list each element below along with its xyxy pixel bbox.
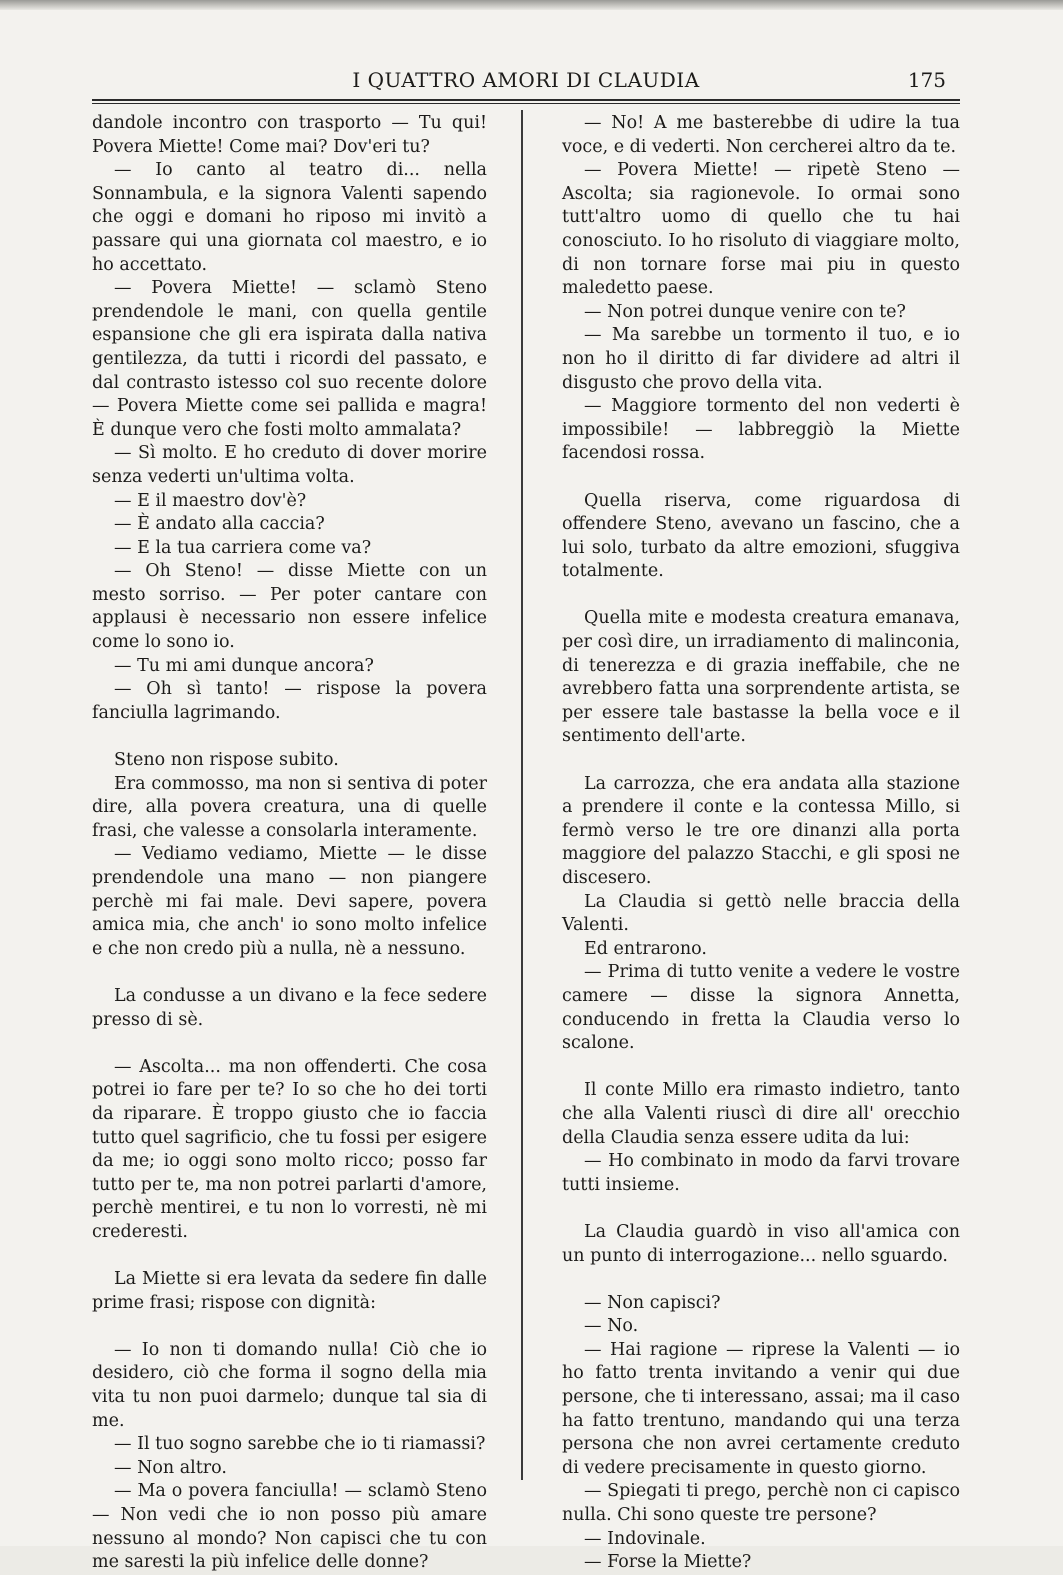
column-divider bbox=[521, 110, 523, 1480]
running-header bbox=[92, 66, 960, 96]
paragraph: — Vediamo vediamo, Miette — le disse prendendole una mano — non piangere perchè mi fai male. Devi sapere, povera amica mia, che anch' io sono molto infelice e che non credo più a nulla, nè a nessuno. bbox=[92, 844, 487, 959]
paragraph: — E la tua carriera come va? bbox=[114, 537, 372, 558]
paragraph: La Claudia guardò in viso all'amica con un punto di interrogazione... nello sguardo. bbox=[562, 1221, 960, 1266]
paragraph: Quella mite e modesta creatura emanava, per così dire, un irradiamento di malinconia, di tenerezza e di grazia ineffabile, che ne avrebbero fatta una sorprendente artista, se per essere tale bastasse la bella voce e il sentimento dell'arte. bbox=[562, 608, 960, 747]
paragraph: — Tu mi ami dunque ancora? bbox=[114, 655, 374, 676]
right-column bbox=[562, 112, 960, 1575]
paragraph: — Non capisci? bbox=[584, 1292, 721, 1313]
page-top-edge bbox=[0, 0, 1063, 10]
paragraph: — Spiegati ti prego, perchè non ci capisco nulla. Chi sono queste tre persone? bbox=[562, 1481, 960, 1526]
paragraph: — Oh Steno! — disse Miette con un mesto sorriso. — Per poter cantare con applausi è necessario non essere infelice come lo sono io. bbox=[92, 561, 487, 653]
paragraph: La Miette si era levata da sedere fin dalle prime frasi; rispose con dignità: bbox=[92, 1269, 487, 1313]
page-number: 175 bbox=[907, 68, 946, 92]
paragraph: Il conte Millo era rimasto indietro, tanto che alla Valenti riuscì di dire all' orecchio della Claudia senza essere udita da lui: bbox=[562, 1080, 960, 1148]
paragraph: — Povera Miette! — ripetè Steno — Ascolta; sia ragionevole. Io ormai sono tutt'altro uomo di quello che tu hai conosciuto. Io ho risoluto di viaggiare molto, di non tornare forse mai piu in questo maledetto paese. bbox=[562, 160, 960, 299]
paragraph: — Indovinale. bbox=[584, 1528, 706, 1549]
paragraph: — Io non ti domando nulla! Ciò che io desidero, ciò che forma il sogno della mia vita tu non puoi darmelo; dunque tal sia di me. bbox=[92, 1339, 487, 1431]
text-run: — Io canto al teatro di... nella Sonnambula, e la signora Valenti sapendo che oggi e domani ho riposo mi invitò a passare qui una giornata col maestro, e io ho accettato. bbox=[92, 160, 487, 275]
paragraph: — No! A me basterebbe di udire la tua voce, e di vederti. Non cercherei altro da te. bbox=[562, 113, 960, 157]
paragraph: Era commosso, ma non si sentiva di poter dire, alla povera creatura, una di quelle frasi, che valesse a consolarla interamente. bbox=[92, 773, 487, 841]
header-rule bbox=[92, 99, 960, 101]
paragraph: — È andato alla caccia? bbox=[114, 514, 325, 535]
paragraph: — Forse la Miette? bbox=[584, 1552, 752, 1573]
paragraph: dandole incontro con trasporto — Tu qui! Povera Miette! Come mai? Dov'eri tu? bbox=[92, 113, 487, 157]
paragraph bbox=[92, 159, 487, 277]
paragraph: — No. bbox=[584, 1316, 639, 1337]
paragraph: — Non altro. bbox=[114, 1457, 227, 1478]
paragraph: Steno non rispose subito. bbox=[114, 750, 339, 771]
paragraph: — Il tuo sogno sarebbe che io ti riamassi? bbox=[114, 1434, 486, 1455]
paragraph: — Oh sì tanto! — rispose la povera fanciulla lagrimando. bbox=[92, 679, 487, 723]
paragraph: — Hai ragione — riprese la Valenti — io ho fatto trenta invitando a venir qui due persone, che ti interessano, assai; ma il caso ha fatto trentuno, mandando qui una terza persona che non avrei certamente creduto di vedere precisamente in questo giorno. bbox=[562, 1339, 960, 1478]
paragraph: Ed entrarono. bbox=[584, 938, 707, 959]
paragraph: — Ma o povera fanciulla! — sclamò Steno — Non vedi che io non posso più amare nessuno al mondo? Non capisci che tu con me saresti la più infelice delle donne? bbox=[92, 1481, 487, 1573]
paragraph: La Claudia si gettò nelle braccia della Valenti. bbox=[562, 891, 960, 936]
paragraph: Quella riserva, come riguardosa di offendere Steno, avevano un fascino, che a lui solo, turbato da altre emozioni, sfuggiva totalmente. bbox=[562, 490, 960, 582]
left-column bbox=[92, 112, 487, 1575]
paragraph: — Ascolta... ma non offenderti. Che cosa potrei io fare per te? Io so che ho dei torti da riparare. È troppo giusto che io faccia tutto quel sagrificio, che tu fossi per esigere da me; io oggi sono molto ricco; posso far tutto per te, ma non potrei parlarti d'amore, perchè mentirei, e tu non lo vorresti, nè mi crederesti. bbox=[92, 1056, 487, 1242]
paragraph: La carrozza, che era andata alla stazione a prendere il conte e la contessa Millo, si fermò verso le tre ore dinanzi alla porta maggiore del palazzo Stacchi, e gli sposi ne discesero. bbox=[562, 773, 960, 888]
paragraph: — E il maestro dov'è? bbox=[114, 490, 307, 511]
header-rule-thin bbox=[92, 103, 960, 104]
paragraph: — Maggiore tormento del non vederti è impossibile! — labbreggiò la Miette facendosi rossa. bbox=[562, 396, 960, 464]
running-title: I QUATTRO AMORI DI CLAUDIA bbox=[352, 68, 700, 92]
paragraph: — Prima di tutto venite a vedere le vostre camere — disse la signora Annetta, conducendo in fretta la Claudia verso lo scalone. bbox=[562, 962, 960, 1054]
paragraph: La condusse a un divano e la fece sedere presso di sè. bbox=[92, 985, 487, 1030]
paragraph: — Sì molto. E ho creduto di dover morire senza vederti un'ultima volta. bbox=[92, 443, 487, 487]
paragraph: — Non potrei dunque venire con te? bbox=[584, 301, 906, 322]
paragraph: — Povera Miette! — sclamò Steno prendendole le mani, con quella gentile espansione che gli era ispirata dalla nativa gentilezza, da tutti i ricordi del passato, e dal contrasto istesso col suo recente dolore — Povera Miette come sei pallida e magra! È dunque vero che fosti molto ammalata? bbox=[92, 278, 487, 440]
paragraph: — Ma sarebbe un tormento il tuo, e io non ho il diritto di far dividere ad altri il disgusto che provo della vita. bbox=[562, 325, 960, 393]
paragraph: — Ho combinato in modo da farvi trovare tutti insieme. bbox=[562, 1151, 960, 1195]
